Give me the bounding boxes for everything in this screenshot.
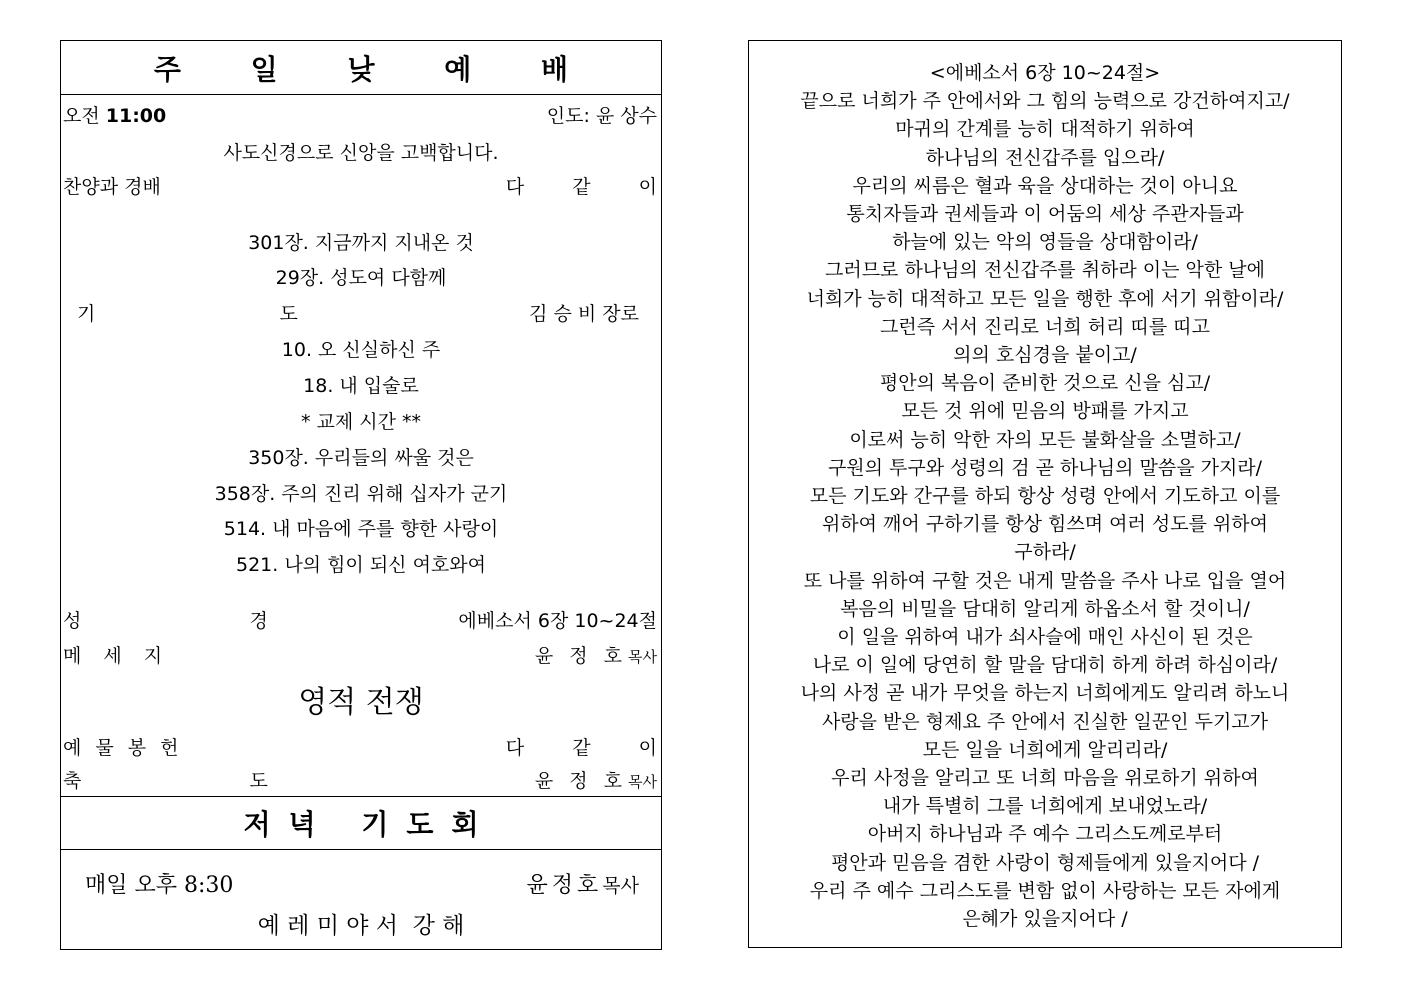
time-row bbox=[61, 101, 661, 131]
scripture-line: 모든 일을 너희에게 알리리라/ bbox=[922, 738, 1168, 761]
offering-row bbox=[61, 733, 661, 763]
hymn-line bbox=[61, 443, 661, 473]
sermon-row bbox=[61, 677, 661, 721]
scripture-line: 우리 주 예수 그리스도를 변함 없이 사랑하는 모든 자에게 bbox=[809, 879, 1281, 902]
scripture-right: 에베소서 6장 10~24절 bbox=[458, 610, 657, 632]
preacher-name: 윤 정 호 bbox=[534, 645, 622, 667]
scripture-line: 하늘에 있는 악의 영들을 상대함이라/ bbox=[892, 231, 1198, 254]
scripture-line: 은혜가 있을지어다 / bbox=[962, 908, 1128, 931]
hymn-text: 350장. 우리들의 싸울 것은 bbox=[248, 447, 474, 469]
time-label: 오전 bbox=[63, 105, 100, 127]
hymn-text: 10. 오 신실하신 주 bbox=[281, 339, 441, 361]
scripture-line: 통치자들과 권세들과 이 어둠의 세상 주관자들과 bbox=[846, 203, 1244, 226]
fellowship-line bbox=[61, 407, 661, 437]
creed-row bbox=[61, 138, 661, 168]
hymn-line bbox=[61, 550, 661, 580]
scripture-line: 사랑을 받은 형제요 주 안에서 진실한 일꾼인 두기고가 bbox=[821, 710, 1269, 733]
scripture-line: 끝으로 너희가 주 안에서와 그 힘의 능력으로 강건하여지고/ bbox=[800, 90, 1290, 113]
hymn-line bbox=[61, 514, 661, 544]
scripture-line: 모든 것 위에 믿음의 방패를 가지고 bbox=[901, 400, 1189, 423]
hymn-text: 29장. 성도여 다함께 bbox=[275, 267, 447, 289]
message-label: 메 세 지 bbox=[63, 645, 163, 667]
sermon-title: 영적 전쟁 bbox=[298, 685, 424, 720]
scripture-line: 그러므로 하나님의 전신갑주를 취하라 이는 악한 날에 bbox=[824, 259, 1266, 282]
scripture-heading: <에베소서 6장 10~24절> bbox=[929, 62, 1161, 84]
hymn-line bbox=[61, 479, 661, 509]
prayer-label: 기 도 bbox=[77, 303, 298, 325]
scripture-line: 구하라/ bbox=[1014, 541, 1076, 564]
hymn-text: 358장. 주의 진리 위해 십자가 군기 bbox=[214, 483, 508, 505]
scripture-line: 구원의 투구와 성령의 검 곧 하나님의 말씀을 가지라/ bbox=[827, 456, 1263, 479]
benediction-label: 축 도 bbox=[63, 770, 268, 792]
scripture-line: 이로써 능히 악한 자의 모든 불화살을 소멸하고/ bbox=[849, 428, 1241, 451]
scripture-line: 위하여 깨어 구하기를 항상 힘쓰며 여러 성도를 위하여 bbox=[821, 513, 1269, 536]
creed-text: 사도신경으로 신앙을 고백합니다. bbox=[223, 142, 499, 164]
evening-study: 예 레 미 야 서 강 해 bbox=[257, 913, 465, 939]
scripture-row bbox=[61, 606, 661, 636]
hymn-line bbox=[61, 335, 661, 365]
scripture-text bbox=[749, 59, 1341, 933]
scripture-line: 아버지 하나님과 주 예수 그리스도께로부터 bbox=[867, 823, 1223, 846]
benediction-title: 목사 bbox=[628, 773, 657, 791]
scripture-line: 이 일을 위하여 내가 쇠사슬에 매인 사신이 된 것은 bbox=[837, 626, 1253, 649]
scripture-line: 평안의 복음이 준비한 것으로 신을 심고/ bbox=[879, 372, 1211, 395]
evening-speaker-title: 목사 bbox=[602, 875, 639, 897]
scripture-line: 또 나를 위하여 구할 것은 내게 말씀을 주사 나로 입을 열어 bbox=[803, 569, 1287, 592]
praise-right: 다 같 이 bbox=[505, 176, 657, 198]
scripture-line: 마귀의 간계를 능히 대적하기 위하여 bbox=[895, 118, 1195, 141]
scripture-line: 그런즉 서서 진리로 너희 허리 띠를 띠고 bbox=[880, 315, 1210, 338]
benediction-row bbox=[61, 766, 661, 796]
praise-row bbox=[61, 172, 661, 202]
scripture-line: 나로 이 일에 당연히 할 말을 담대히 하게 하려 하심이라/ bbox=[812, 654, 1278, 677]
worship-order-panel bbox=[60, 40, 662, 950]
scripture-line: 하나님의 전신갑주를 입으라/ bbox=[925, 146, 1165, 169]
praise-label: 찬양과 경배 bbox=[63, 176, 161, 198]
scripture-line: 평안과 믿음을 겸한 사랑이 형제들에게 있을지어다 / bbox=[830, 851, 1260, 874]
hymn-text: 521. 나의 힘이 되신 여호와여 bbox=[235, 554, 486, 576]
time-value: 11:00 bbox=[105, 105, 167, 127]
scripture-line: 우리 사정을 알리고 또 너희 마음을 위로하기 위하여 bbox=[831, 767, 1259, 790]
leader-text: 인도: 윤 상수 bbox=[546, 105, 657, 127]
offering-right: 다 같 이 bbox=[505, 737, 657, 759]
prayer-row bbox=[61, 299, 661, 329]
fellowship-text: * 교제 시간 ** bbox=[300, 411, 422, 433]
hymn-text: 301장. 지금까지 지내온 것 bbox=[248, 232, 474, 254]
scripture-panel bbox=[748, 40, 1342, 948]
message-row bbox=[61, 641, 661, 671]
worship-title: 주 일 낮 예 배 bbox=[61, 41, 661, 95]
scripture-line: 복음의 비밀을 담대히 알리게 하옵소서 할 것이니/ bbox=[840, 597, 1250, 620]
hymn-line bbox=[61, 263, 661, 293]
hymn-line bbox=[61, 371, 661, 401]
offering-label: 예 물 봉 헌 bbox=[63, 737, 179, 759]
evening-speaker: 윤정호 bbox=[526, 873, 603, 898]
scripture-line: 모든 기도와 간구를 하되 항상 성령 안에서 기도하고 이를 bbox=[809, 485, 1281, 508]
hymn-text: 514. 내 마음에 주를 향한 사랑이 bbox=[223, 518, 499, 540]
scripture-line: 내가 특별히 그를 너희에게 보내었노라/ bbox=[882, 795, 1208, 818]
scripture-line: 의의 호심경을 붙이고/ bbox=[953, 344, 1137, 367]
benediction-name: 윤 정 호 bbox=[534, 770, 622, 792]
scripture-line: 우리의 씨름은 혈과 육을 상대하는 것이 아니요 bbox=[852, 174, 1238, 197]
hymn-text: 18. 내 입술로 bbox=[303, 375, 419, 397]
scripture-line: 너희가 능히 대적하고 모든 일을 행한 후에 서기 위함이라/ bbox=[806, 287, 1284, 310]
evening-title: 저녁 기도회 bbox=[61, 796, 661, 850]
preacher-title: 목사 bbox=[628, 648, 657, 666]
hymn-line bbox=[61, 228, 661, 258]
scripture-line: 나의 사정 곧 내가 무엇을 하는지 너희에게도 알리려 하노니 bbox=[800, 682, 1290, 705]
evening-schedule: 매일 오후 8:30 bbox=[85, 873, 234, 898]
scripture-label: 성 경 bbox=[63, 610, 268, 632]
prayer-right: 김 승 비 장로 bbox=[529, 303, 639, 325]
